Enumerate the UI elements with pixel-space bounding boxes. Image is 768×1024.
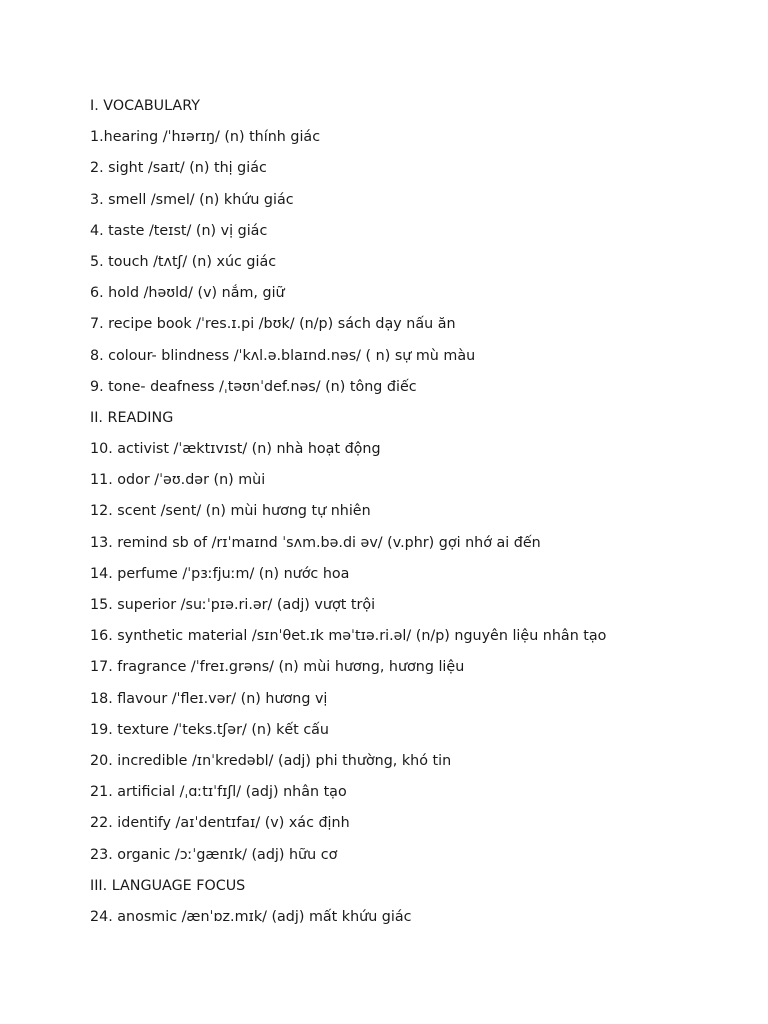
vocab-entry: 7. recipe book /ˈres.ɪ.pi /bʊk/ (n/p) sách dạy nấu ăn	[90, 316, 456, 333]
vocab-entry: 19. texture /ˈteks.tʃər/ (n) kết cấu	[90, 721, 329, 738]
vocab-entry: 12. scent /sent/ (n) mùi hương tự nhiên	[90, 503, 371, 520]
vocab-entry: 14. perfume /ˈpɜːfjuːm/ (n) nước hoa	[90, 565, 350, 582]
section-heading-language-focus: III. LANGUAGE FOCUS	[90, 877, 246, 894]
vocab-entry: 4. taste /teɪst/ (n) vị giác	[90, 222, 268, 239]
vocab-entry: 21. artificial /ˌɑːtɪˈfɪʃl/ (adj) nhân tạo	[90, 784, 347, 801]
vocab-entry: 10. activist /ˈæktɪvɪst/ (n) nhà hoạt động	[90, 441, 381, 458]
vocab-entry: 18. flavour /ˈfleɪ.vər/ (n) hương vị	[90, 690, 328, 707]
vocab-entry: 1.hearing /ˈhɪərɪŋ/ (n) thính giác	[90, 129, 321, 146]
vocab-entry: 9. tone- deafness /ˌtəʊnˈdef.nəs/ (n) tông điếc	[90, 378, 417, 395]
vocab-entry: 5. touch /tʌtʃ/ (n) xúc giác	[90, 253, 277, 270]
document-page	[90, 91, 750, 933]
vocab-entry: 15. superior /suːˈpɪə.ri.ər/ (adj) vượt trội	[90, 597, 376, 613]
vocab-entry: 20. incredible /ɪnˈkredəbl/ (adj) phi thường, khó tin	[90, 752, 452, 769]
vocab-entry: 22. identify /aɪˈdentɪfaɪ/ (v) xác định	[90, 815, 350, 832]
vocab-entry: 16. synthetic material /sɪnˈθet.ɪk məˈtɪə.ri.əl/ (n/p) nguyên liệu nhân tạo	[90, 628, 607, 645]
section-heading-vocabulary: I. VOCABULARY	[90, 98, 200, 114]
vocab-entry: 11. odor /ˈəʊ.dər (n) mùi	[90, 472, 266, 489]
vocab-entry: 8. colour- blindness /ˈkʌl.ə.blaɪnd.nəs/ ( n) sự mù màu	[90, 347, 476, 364]
vocab-entry: 13. remind sb of /rɪˈmaɪnd ˈsʌm.bə.di əv/ (v.phr) gợi nhớ ai đến	[90, 534, 541, 551]
vocab-entry: 3. smell /smel/ (n) khứu giác	[90, 191, 294, 208]
section-heading-reading: II. READING	[90, 409, 174, 426]
vocab-entry: 17. fragrance /ˈfreɪ.grəns/ (n) mùi hương, hương liệu	[90, 659, 465, 676]
vocab-entry: 6. hold /həʊld/ (v) nắm, giữ	[90, 285, 285, 302]
vocab-entry: 24. anosmic /ænˈɒz.mɪk/ (adj) mất khứu giác	[90, 908, 412, 925]
vocab-entry: 23. organic /ɔːˈgænɪk/ (adj) hữu cơ	[90, 846, 338, 863]
vocab-entry: 2. sight /saɪt/ (n) thị giác	[90, 160, 267, 177]
